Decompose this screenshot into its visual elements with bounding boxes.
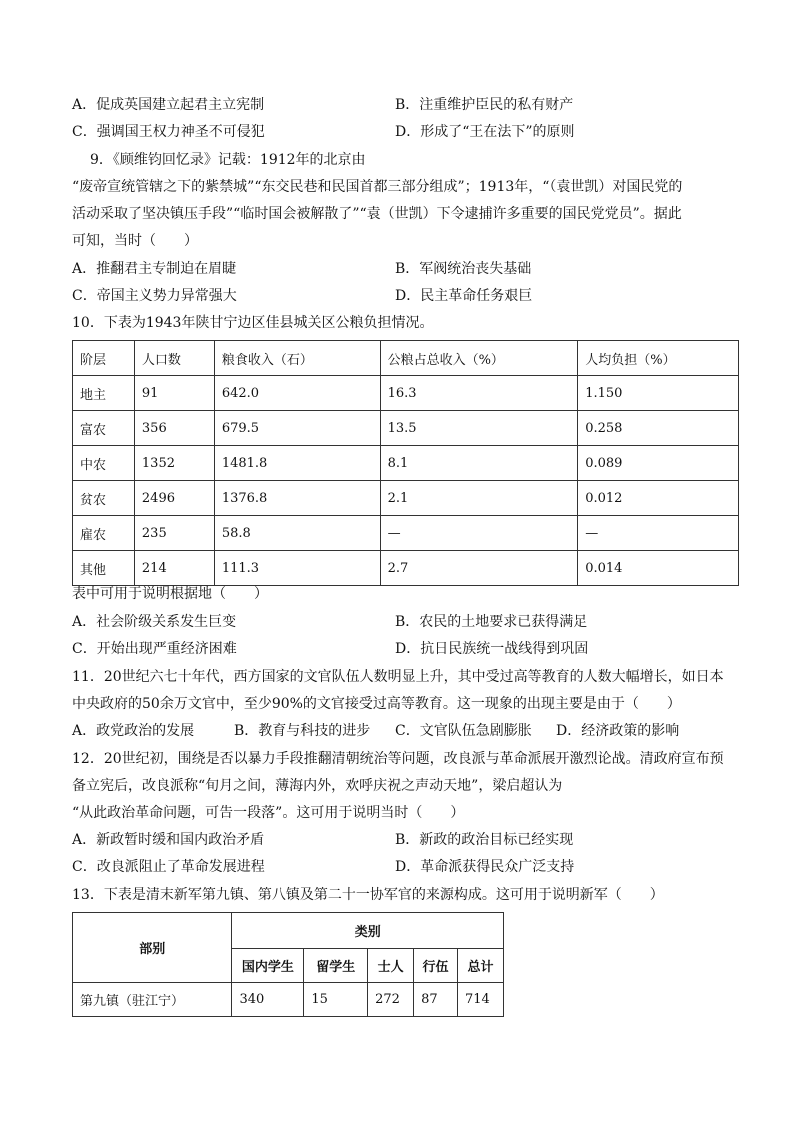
table-cell: 58.8 [214, 516, 380, 551]
table-cell: 1352 [134, 446, 214, 481]
table-row [73, 376, 739, 411]
table-cell: 13.5 [380, 411, 578, 446]
table-row [73, 551, 739, 586]
q13-subheader-cell: 行伍 [414, 949, 458, 983]
table-cell: 其他 [73, 551, 135, 586]
q10-header-cell: 人口数 [134, 341, 214, 376]
table-cell: 地主 [73, 376, 135, 411]
table-cell: 雇农 [73, 516, 135, 551]
q10-option-b: B．农民的土地要求已获得满足 [395, 614, 588, 630]
table-cell: 1.150 [578, 376, 739, 411]
q11-option-a: A．政党政治的发展 [72, 723, 195, 739]
q12-option-a: A．新政暂时缓和国内政治矛盾 [72, 832, 265, 848]
q8-option-a: A．促成英国建立起君主立宪制 [72, 97, 265, 113]
q13-header-row [73, 913, 504, 949]
q9-stem-line2: “废帝宣统管辖之下的紫禁城”“东交民巷和民国首都三部分组成”；1913年，“（袁世凯）对国民党的 [72, 179, 683, 195]
q10-stem: 10．下表为1943年陕甘宁边区佳县城关区公粮负担情况。 [72, 315, 434, 331]
q10-header-cell: 人均负担（%） [578, 341, 739, 376]
q12-stem-line1: 12．20世纪初，围绕是否以暴力手段推翻清朝统治等问题，改良派与革命派展开激烈论战。清政府宣布预 [72, 751, 724, 767]
table-cell: 272 [368, 983, 414, 1017]
table-cell: 91 [134, 376, 214, 411]
table-cell: 214 [134, 551, 214, 586]
q12-stem-line2: 备立宪后，改良派称“旬月之间，薄海内外，欢呼庆祝之声动天地”，梁启超认为 [72, 778, 563, 794]
q9-stem-line1: 9．《顾维钧回忆录》记载：1912年的北京由 [90, 152, 366, 168]
table-cell: 16.3 [380, 376, 578, 411]
q10-header-cell: 阶层 [73, 341, 135, 376]
q11-option-d: D．经济政策的影响 [556, 723, 680, 739]
table-cell: 642.0 [214, 376, 380, 411]
q13-header-unit: 部别 [73, 913, 232, 983]
q8-option-d: D．形成了“王在法下”的原则 [395, 124, 575, 140]
table-cell: 1481.8 [214, 446, 380, 481]
table-row [73, 983, 504, 1017]
table-cell: 714 [458, 983, 504, 1017]
table-row [73, 481, 739, 516]
table-cell: — [380, 516, 578, 551]
q10-option-c: C．开始出现严重经济困难 [72, 641, 237, 657]
table-cell: 中农 [73, 446, 135, 481]
q11-stem-line2: 中央政府的50余万文官中，至少90%的文官接受过高等教育。这一现象的出现主要是由于（ ） [72, 696, 681, 712]
table-cell: 87 [414, 983, 458, 1017]
table-cell: 贫农 [73, 481, 135, 516]
q8-option-c: C．强调国王权力神圣不可侵犯 [72, 124, 265, 140]
table-cell: 340 [232, 983, 304, 1017]
q9-stem-line3: 活动采取了坚决镇压手段”“临时国会被解散了”“袁（世凯）下令逮捕许多重要的国民党党员”。据此 [72, 206, 682, 222]
q9-option-a: A．推翻君主专制迫在眉睫 [72, 261, 237, 277]
q13-subheader-cell: 留学生 [304, 949, 368, 983]
q10-option-a: A．社会阶级关系发生巨变 [72, 614, 237, 630]
table-cell: 0.012 [578, 481, 739, 516]
table-cell: 1376.8 [214, 481, 380, 516]
q11-option-b: B．教育与科技的进步 [234, 723, 371, 739]
q10-header-cell: 公粮占总收入（%） [380, 341, 578, 376]
q13-header-category: 类别 [232, 913, 504, 949]
q9-stem-line4: 可知，当时（ ） [72, 233, 198, 249]
table-cell: 0.014 [578, 551, 739, 586]
table-cell: 235 [134, 516, 214, 551]
q10-header-cell: 粮食收入（石） [214, 341, 380, 376]
q10-after-table: 表中可用于说明根据地（ ） [72, 586, 268, 602]
table-row [73, 446, 739, 481]
q9-option-c: C．帝国主义势力异常强大 [72, 288, 237, 304]
table-row [73, 516, 739, 551]
q11-stem-line1: 11．20世纪六七十年代，西方国家的文官队伍人数明显上升，其中受过高等教育的人数大幅增长，如日本 [72, 669, 724, 685]
q12-option-c: C．改良派阻止了革命发展进程 [72, 859, 265, 875]
q9-option-b: B．军阀统治丧失基础 [395, 261, 532, 277]
q13-stem: 13．下表是清末新军第九镇、第八镇及第二十一协军官的来源构成。这可用于说明新军（ ） [72, 887, 664, 903]
table-cell: 2.1 [380, 481, 578, 516]
table-cell: 8.1 [380, 446, 578, 481]
table-cell: 0.089 [578, 446, 739, 481]
table-row [73, 411, 739, 446]
q12-option-b: B．新政的政治目标已经实现 [395, 832, 574, 848]
table-cell: 第九镇（驻江宁） [73, 983, 232, 1017]
q11-option-c: C．文官队伍急剧膨胀 [395, 723, 532, 739]
q12-option-d: D．革命派获得民众广泛支持 [395, 859, 575, 875]
q8-option-b: B．注重维护臣民的私有财产 [395, 97, 574, 113]
table-cell: 111.3 [214, 551, 380, 586]
q12-stem-line3: “从此政治革命问题，可告一段落”。这可用于说明当时（ ） [72, 805, 465, 821]
q10-option-d: D．抗日民族统一战线得到巩固 [395, 641, 589, 657]
q9-option-d: D．民主革命任务艰巨 [395, 288, 533, 304]
q13-subheader-cell: 国内学生 [232, 949, 304, 983]
table-cell: — [578, 516, 739, 551]
q10-table [72, 340, 739, 586]
q10-table-header-row [73, 341, 739, 376]
q13-subheader-cell: 士人 [368, 949, 414, 983]
table-cell: 356 [134, 411, 214, 446]
table-cell: 2.7 [380, 551, 578, 586]
q13-subheader-cell: 总计 [458, 949, 504, 983]
table-cell: 15 [304, 983, 368, 1017]
table-cell: 0.258 [578, 411, 739, 446]
table-cell: 679.5 [214, 411, 380, 446]
table-cell: 2496 [134, 481, 214, 516]
table-cell: 富农 [73, 411, 135, 446]
q13-table [72, 912, 504, 1017]
